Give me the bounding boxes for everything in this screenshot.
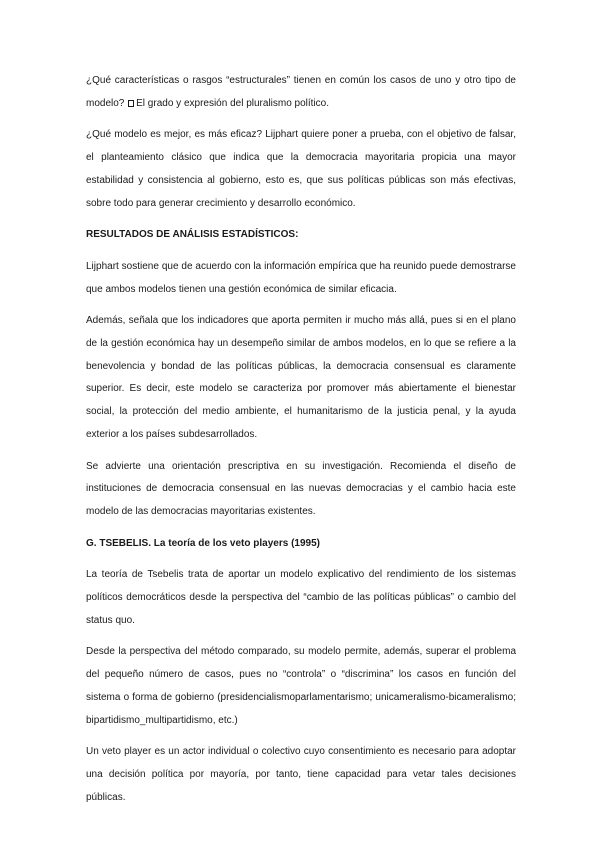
paragraph-8: Un veto player es un actor individual o colectivo cuyo consentimiento es necesario para adoptar una decisión política por mayoría, por tanto, tiene capacidad para vetar tales decisiones públicas. <box>86 746 516 803</box>
paragraph-2: ¿Qué modelo es mejor, es más eficaz? Lijphart quiere poner a prueba, con el objetivo de falsar, el planteamiento clásico que indica que la democracia mayoritaria propicia una mayor estabilidad y consistencia al gobierno, esto es, que sus políticas públicas son más efectivas, sobre todo para generar crecimiento y desarrollo económico. <box>86 129 516 209</box>
paragraph-5: Se advierte una orientación prescriptiva en su investigación. Recomienda el diseño de instituciones de democracia consensual en las nuevas democracias y el cambio hacia este modelo de las democracias mayoritarias existentes. <box>86 460 516 517</box>
section-heading-tsebelis: G. TSEBELIS. La teoría de los veto players (1995) <box>86 537 320 549</box>
paragraph-4: Además, señala que los indicadores que aporta permiten ir mucho más allá, pues si en el plano de la gestión económica hay un desempeño similar de ambos modelos, en lo que se refiere a la benevolencia y bondad de las políticas públicas, la democracia consensual es claramente superior. Es decir, este modelo se caracteriza por promover más abiertamente el bienestar social, la protección del medio ambiente, el humanitarismo de la justicia penal, y la ayuda exterior a los países subdesarrollados. <box>86 315 516 440</box>
paragraph-3: Lijphart sostiene que de acuerdo con la información empírica que ha reunido puede demostrarse que ambos modelos tienen una gestión económica de similar eficacia. <box>86 260 516 295</box>
paragraph-7: Desde la perspectiva del método comparado, su modelo permite, además, superar el problema del pequeño número de casos, pues no “controla” o “discrimina” los casos en función del sistema o forma de gobierno (presidencialismoparlamentarismo; unicameralismo-bicameralismo; bipartidismo_multipartidismo, etc.) <box>86 646 516 726</box>
paragraph-1-text: ¿Qué características o rasgos “estructurales” tienen en común los casos de uno y otro tipo de modelo? <box>86 75 516 109</box>
paragraph-1 <box>86 70 516 115</box>
missing-glyph-icon <box>128 100 134 107</box>
document-page <box>86 70 516 809</box>
paragraph-1-answer: El grado y expresión del pluralismo político. <box>136 97 330 109</box>
section-heading-resultados: RESULTADOS DE ANÁLISIS ESTADÍSTICOS: <box>86 229 299 241</box>
paragraph-6: La teoría de Tsebelis trata de aportar un modelo explicativo del rendimiento de los sistemas políticos democráticos desde la perspectiva del “cambio de las políticas públicas” o cambio del status quo. <box>86 569 516 626</box>
